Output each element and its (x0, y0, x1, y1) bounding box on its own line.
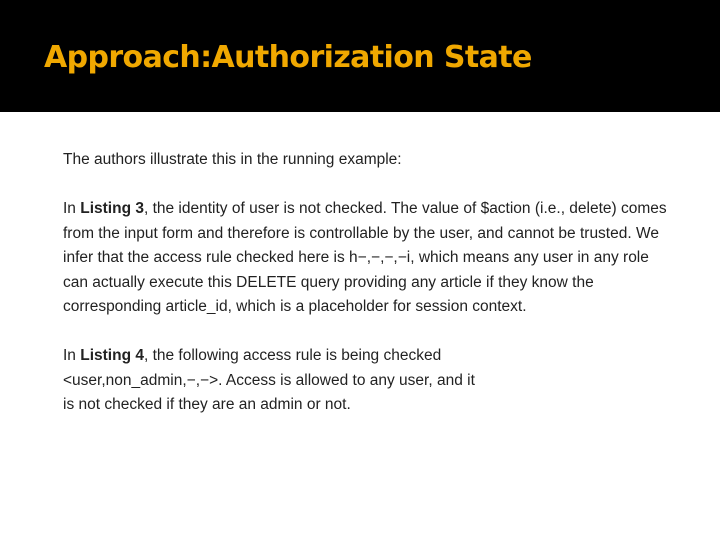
para1-prefix: In (63, 200, 81, 217)
slide-title: Approach:Authorization State (44, 40, 532, 75)
paragraph-listing-3 (63, 197, 678, 320)
listing-4-label: Listing 4 (80, 347, 144, 364)
para2-line1 (63, 344, 678, 369)
paragraph-listing-4 (63, 344, 678, 418)
title-bar (0, 0, 720, 112)
slide-body (63, 148, 678, 418)
para2-line3: is not checked if they are an admin or not. (63, 396, 351, 413)
para2-line2: <user,non_admin,−,−>. Access is allowed to any user, and it (63, 371, 475, 389)
para1-text: , the identity of user is not checked. The value of $action (i.e., delete) comes from the input form and therefore is controllable by the user, and cannot be trusted. We infer that the access rule checked here is h−,−,−,−i, which means any user in any role can actually execute this DELETE query providing any article if they know the corresponding article_id, which is a placeholder for session context. (63, 200, 667, 315)
listing-3-label: Listing 3 (80, 200, 144, 217)
para2-line1-rest: , the following access rule is being checked (143, 347, 442, 364)
para2-prefix: In (63, 347, 81, 364)
intro-text: The authors illustrate this in the running example: (63, 151, 402, 168)
